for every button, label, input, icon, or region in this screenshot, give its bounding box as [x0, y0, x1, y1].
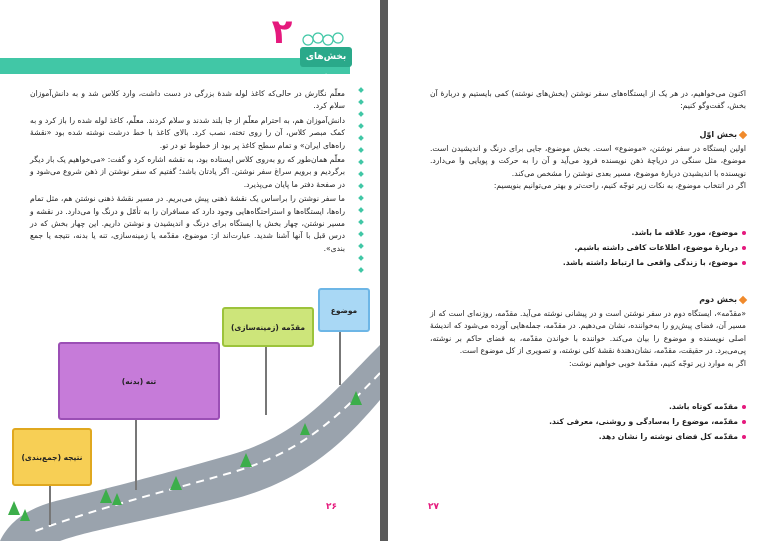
section-heading-label: بخش اوّل [699, 130, 737, 139]
list-item: مقدّمه کل فضای نوشته را نشان دهد. [446, 432, 746, 441]
bullet-icon [742, 261, 746, 265]
section-paragraph: اولین ایستگاه در سفر نوشتن، «موضوع» است. بخش موضوع، جایی برای درنگ و اندیشیدن است. موضوع، مثل سنگی در دریاچهٔ ذهن نویسنده فرود می‌آید و آن را به حرکت و پویایی وا می‌دارد. نویسنده با اندیشیدن دربارهٔ موضوع، مسیر بعدی نوشتن را مشخص می‌کند. [430, 144, 746, 178]
story-text [30, 88, 345, 257]
story-paragraph: معلّم نگارش در حالی‌که کاغذ لوله شدهٔ بزرگی در دست داشت، وارد کلاس شد و به دانش‌آموزان سلام کرد. [30, 89, 345, 111]
tips-list [446, 402, 746, 447]
bullet-icon [742, 405, 746, 409]
page-number: ۲۶ [326, 502, 337, 512]
section-number: ۲ [271, 12, 293, 52]
section-lead: اگر در انتخاب موضوع، به نکات زیر توجّه کنیم، راحت‌تر و بهتر می‌توانیم بنویسیم: [493, 181, 746, 191]
list-item: موضوع، با زندگی واقعی ما ارتباط داشته باشد. [446, 258, 746, 267]
dot-column-decoration [358, 88, 364, 280]
sign-body: تنه (بدنه) [58, 342, 220, 420]
diamond-bullet-icon [739, 295, 747, 303]
list-item: موضوع، مورد علاقه ما باشد. [446, 228, 746, 237]
section-title: بخش‌های نوشته [300, 47, 352, 67]
list-item: مقدّمه کوتاه باشد. [446, 402, 746, 411]
tips-list [446, 228, 746, 273]
sign-introduction: مقدّمه (زمینه‌سازی) [222, 307, 314, 347]
section-banner-band [0, 58, 350, 74]
diamond-bullet-icon [739, 130, 747, 138]
section-paragraph: «مقدّمه»، ایستگاه دوم در سفر نوشتن است و در پیشانی نوشته می‌آید. مقدّمه، روزنه‌ای است که از مسیر آن، فضای پیش‌رو را به‌خواننده، نشان می‌دهیم. در مقدّمه، جمله‌هایی آورده می‌شود که اندیشهٔ اصلی نویسنده و موضوع را بیان می‌کند. خواننده با خواندن مقدّمه، به فضای حاکم بر نوشته، پی‌می‌برد. در حقیقت، مقدّمه، نشان‌دهندهٔ نقشهٔ کلی نوشته، و تصویری از کل موضوع است. [430, 309, 746, 356]
right-page [388, 0, 768, 541]
list-item: دربارهٔ موضوع، اطلاعات کافی داشته باشیم. [446, 243, 746, 252]
leaf-decoration-icon [300, 30, 350, 48]
section-body [430, 143, 746, 193]
section-body [430, 308, 746, 370]
left-page [0, 0, 380, 541]
bullet-icon [742, 231, 746, 235]
story-paragraph: دانش‌آموزان هم، به احترام معلّم از جا بلند شدند و سلام کردند. معلّم، کاغذ لوله شده را باز کرد و به کمک مبصر کلاس، آن را روی تخته، نصب کرد. بالای کاغذ با خط درشت نوشته شده بود «نقشهٔ راه‌های ایران» و تمام سطح کاغذ پر بود از خطوط تو در تو. [30, 115, 345, 150]
section-heading [699, 295, 746, 304]
section-heading-label: بخش دوم [699, 295, 737, 304]
bullet-icon [742, 420, 746, 424]
bullet-icon [742, 246, 746, 250]
story-paragraph: معلّم همان‌طور که رو به‌روی کلاس ایستاده بود، به نقشه اشاره کرد و گفت: «می‌خواهیم یک بار دیگر برگردیم و برویم سراغ سفر نوشتن. اگر یادتان باشد؛ گفتیم که سفر نوشتن از ذهن شروع می‌شود و در صفحهٔ دفتر ما پایان می‌پذیرد. [30, 155, 345, 189]
story-paragraph: ما سفر نوشتن را براساس یک نقشهٔ ذهنی پیش می‌بریم. در مسیر نقشهٔ ذهنی نوشتن هم، مثل تمام راه‌ها، ایستگاه‌ها و استراحتگاه‌هایی وجود دارد که مسافران را به تأمّل و درنگ وا می‌دارد. در نقشه و مسیر نوشتن، چهار بخش یا ایستگاه برای درنگ و اندیشیدن و نوشتن داریم. این چهار بخش که در درس قبل با آنها آشنا شدید. عبارت‌اند از: موضوع، مقدّمه یا زمینه‌سازی، تنه یا بدنه، نتیجه یا جمع بندی». [30, 194, 345, 253]
section-heading [699, 130, 746, 139]
page-number: ۲۷ [428, 502, 439, 512]
sign-conclusion: نتیجه (جمع‌بندی) [12, 428, 92, 486]
intro-paragraph: اکنون می‌خواهیم، در هر یک از ایستگاه‌های سفر نوشتن (بخش‌های نوشته) کمی بایستیم و دربارهٔ آن بخش، گفت‌وگو کنیم: [430, 89, 746, 111]
sign-topic: موضوع [318, 288, 370, 332]
bullet-icon [742, 435, 746, 439]
section-lead: اگر به موارد زیر توجّه کنیم، مقدّمهٔ خوبی خواهیم نوشت: [568, 358, 746, 368]
list-item: مقدّمه، موضوع را به‌سادگی و روشنی، معرفی کند. [446, 417, 746, 426]
